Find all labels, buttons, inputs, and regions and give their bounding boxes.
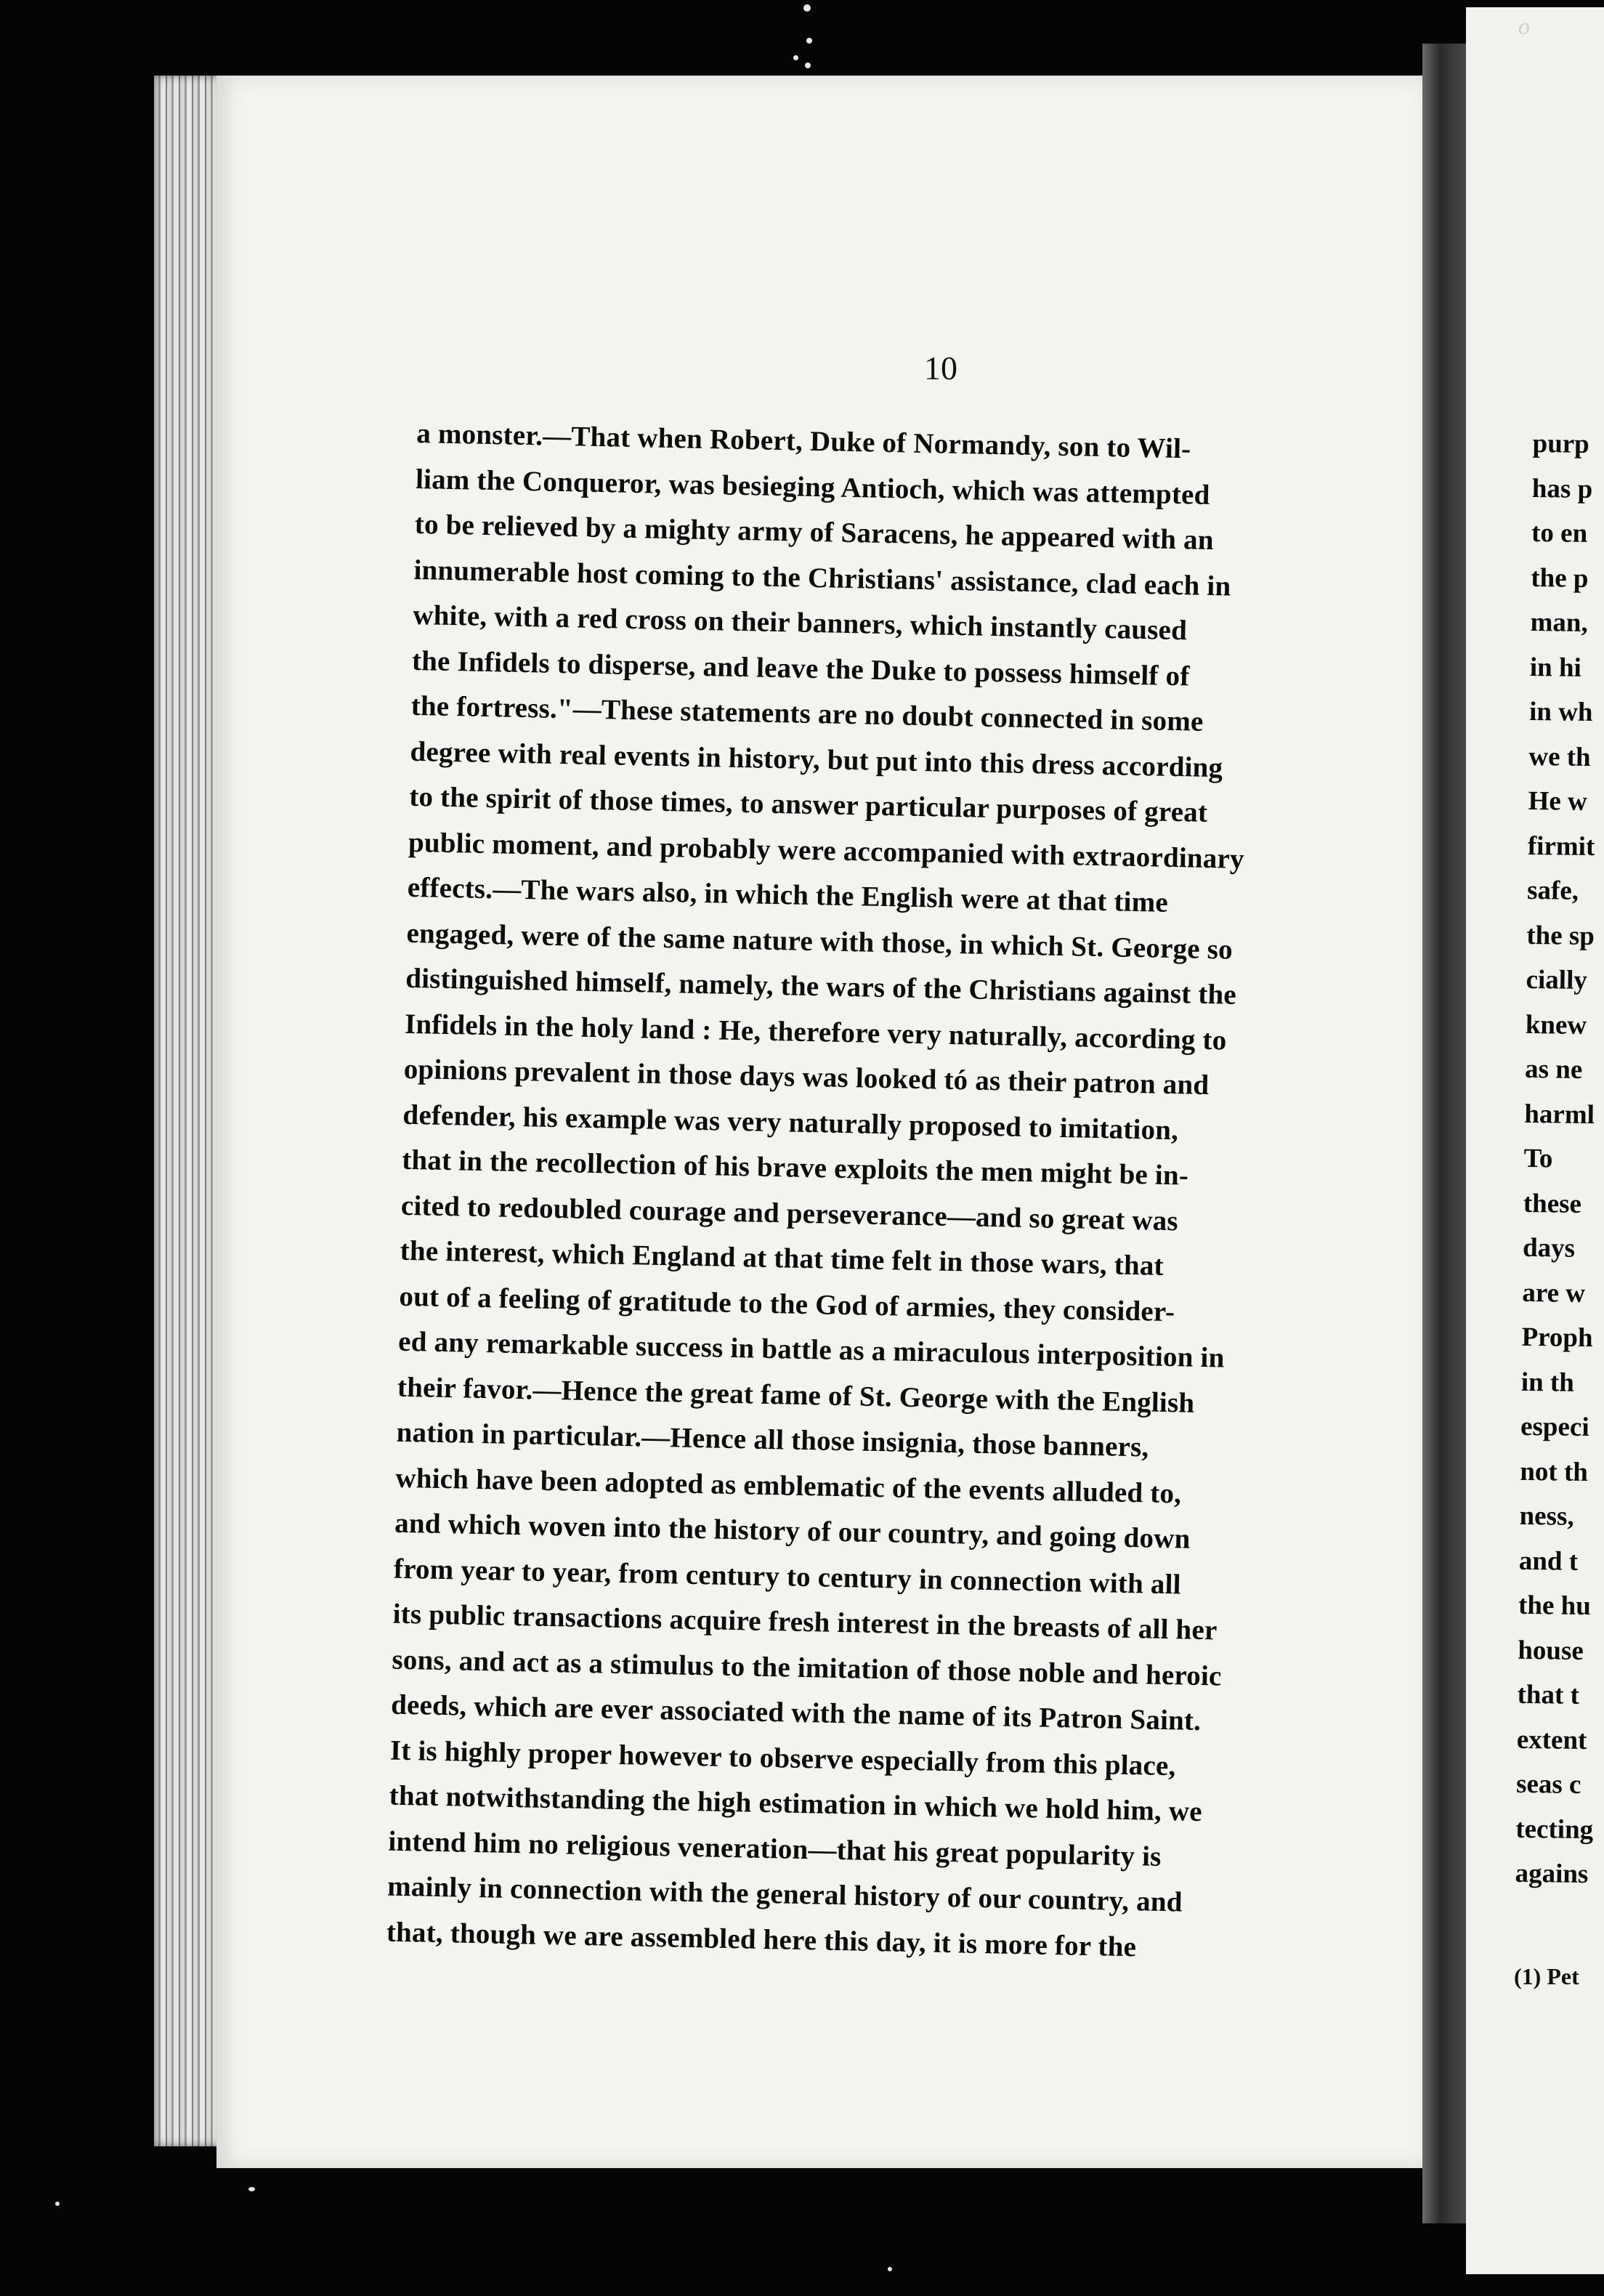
text-line: ed any remarkable success in battle as a miraculous interposition in: [397, 1325, 1225, 1374]
next-page-line: that t: [1517, 1679, 1580, 1710]
text-line: innumerable host coming to the Christians' assistance, clad each in: [413, 554, 1231, 602]
text-line: to be relieved by a mighty army of Saracens, he appeared with an: [414, 508, 1215, 557]
text-line: distinguished himself, namely, the wars of the Christians against the: [405, 962, 1237, 1011]
text-line: the fortress."—These statements are no doubt connected in some: [410, 690, 1204, 737]
next-page-line: safe,: [1526, 875, 1579, 906]
next-page-line: the hu: [1518, 1590, 1592, 1622]
binding-edge: [154, 76, 221, 2146]
page-number: 10: [924, 349, 957, 387]
text-line: effects.—The wars also, in which the English were at that time: [407, 871, 1169, 918]
text-line: public moment, and probably were accompanied with extraordinary: [408, 826, 1245, 875]
text-line: It is highly proper however to observe especially from this place,: [389, 1734, 1176, 1782]
text-line: opinions prevalent in those days was looked tó as their patron and: [403, 1053, 1210, 1101]
text-line: that in the recollection of his brave exploits the men might be in-: [401, 1144, 1189, 1192]
text-line: which have been adopted as emblematic of the events alluded to,: [395, 1462, 1182, 1509]
text-line: engaged, were of the same nature with those, in which St. George so: [406, 917, 1234, 966]
text-line: deeds, which are ever associated with the name of its Patron Saint.: [390, 1689, 1202, 1737]
scan-speck: [55, 2202, 60, 2206]
next-page-line: He w: [1528, 785, 1588, 817]
next-page-line: the p: [1531, 562, 1589, 594]
text-line: Infidels in the holy land : He, therefore very naturally, according to: [404, 1008, 1227, 1056]
text-line: out of a feeling of gratitude to the God of armies, they consider-: [399, 1280, 1175, 1327]
scan-speck: [248, 2187, 255, 2191]
next-page-line: the sp: [1526, 920, 1595, 951]
text-line: a monster.—That when Robert, Duke of Normandy, son to Wil-: [416, 417, 1191, 465]
next-page-line: not th: [1520, 1456, 1589, 1487]
next-page-line: we th: [1528, 741, 1591, 772]
next-page-line: house: [1518, 1635, 1584, 1666]
text-line: mainly in connection with the general history of our country, and: [386, 1870, 1183, 1918]
text-line: sons, and act as a stimulus to the imitation of those noble and heroic: [392, 1644, 1222, 1692]
next-page-lines: [1515, 421, 1604, 1897]
next-page-line: has p: [1531, 473, 1593, 504]
next-page-fragment: [1466, 7, 1604, 2274]
next-page-line: seas c: [1515, 1769, 1581, 1800]
text-line: cited to redoubled courage and perseverance—and so great was: [400, 1189, 1179, 1237]
body-text: [386, 411, 1413, 1975]
text-line: liam the Conqueror, was besieging Antioch, which was attempted: [415, 463, 1210, 511]
text-line: and which woven into the history of our country, and going down: [394, 1507, 1191, 1555]
next-page-line: firmit: [1527, 830, 1595, 862]
corner-mark: o: [1518, 13, 1530, 39]
next-page-line: days: [1522, 1232, 1576, 1264]
text-line: the Infidels to disperse, and leave the Duke to possess himself of: [411, 644, 1190, 692]
next-page-line: cially: [1526, 964, 1588, 995]
page-gutter: [1422, 44, 1466, 2223]
next-page-line: knew: [1525, 1009, 1587, 1040]
scan-speck: [793, 55, 798, 60]
text-line: degree with real events in history, but put into this dress according: [410, 735, 1223, 783]
next-page-line: man,: [1530, 607, 1589, 638]
next-page-line: Proph: [1521, 1322, 1593, 1354]
next-page-line: harml: [1524, 1099, 1595, 1130]
next-page-line: in hi: [1529, 652, 1582, 683]
next-page-line: purp: [1532, 428, 1590, 459]
next-page-line: as ne: [1524, 1054, 1583, 1085]
next-page-line: ness,: [1519, 1500, 1574, 1532]
next-page-line: to en: [1531, 517, 1588, 549]
scan-speck: [806, 38, 812, 44]
text-line: that, though we are assembled here this day, it is more for the: [386, 1916, 1137, 1962]
next-page-line: in wh: [1528, 696, 1593, 728]
next-page-line: and t: [1518, 1545, 1579, 1577]
next-page-footnote: (1) Pet: [1514, 1963, 1579, 1989]
next-page-line: To: [1523, 1143, 1553, 1174]
text-line: their favor.—Hence the great fame of St. George with the English: [397, 1371, 1195, 1419]
next-page-line: agains: [1515, 1858, 1589, 1890]
next-page-line: in th: [1520, 1367, 1575, 1398]
text-line: the interest, which England at that time felt in those wars, that: [400, 1234, 1164, 1282]
scan-speck: [888, 2267, 892, 2271]
text-line: its public transactions acquire fresh interest in the breasts of all her: [392, 1598, 1218, 1646]
next-page-line: tecting: [1515, 1814, 1594, 1845]
next-page-line: these: [1523, 1188, 1582, 1219]
next-page-line: especi: [1520, 1411, 1589, 1443]
scan-speck: [803, 4, 811, 12]
text-line: that notwithstanding the high estimation in which we hold him, we: [389, 1779, 1203, 1828]
text-line: nation in particular.—Hence all those insignia, those banners,: [396, 1416, 1149, 1463]
scan-speck: [805, 62, 811, 68]
text-line: to the spirit of those times, to answer particular purposes of great: [408, 780, 1208, 828]
text-line: from year to year, from century to century in connection with all: [393, 1553, 1182, 1600]
text-line: defender, his example was very naturally proposed to imitation,: [402, 1099, 1179, 1146]
text-line: white, with a red cross on their banners, which instantly caused: [412, 599, 1188, 647]
text-line: intend him no religious veneration—that his great popularity is: [388, 1825, 1162, 1872]
next-page-line: are w: [1522, 1277, 1586, 1309]
next-page-line: extent: [1516, 1724, 1587, 1755]
